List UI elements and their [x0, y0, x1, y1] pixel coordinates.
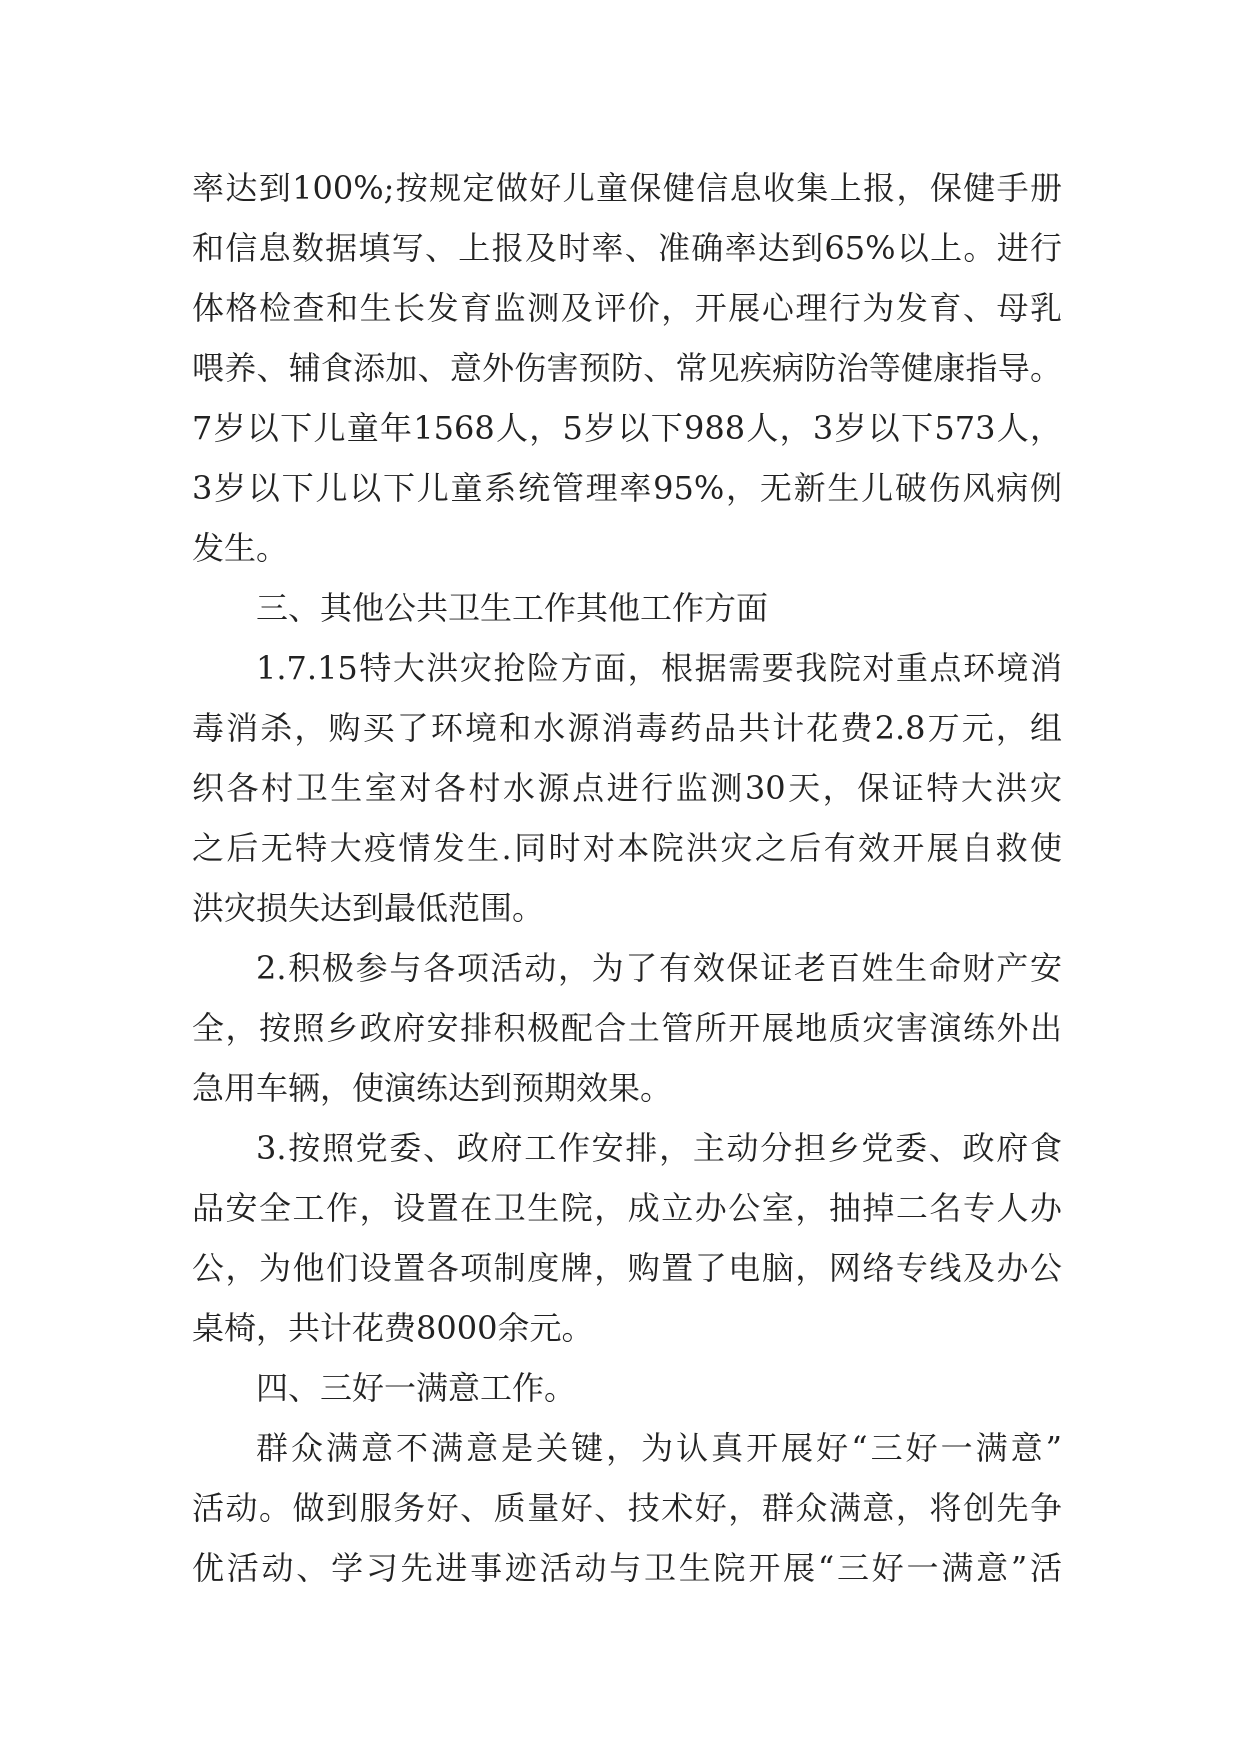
text-line: 洪灾损失达到最低范围。: [192, 889, 545, 927]
text-line: 发生。: [192, 529, 289, 567]
document-body: [192, 158, 1062, 1598]
text-line: 毒消杀，购买了环境和水源消毒药品共计花费2.8万元，组: [192, 709, 1062, 747]
text-line: 7岁以下儿童年1568人，5岁以下988人，3岁以下573人，: [192, 409, 1062, 447]
text-line: 织各村卫生室对各村水源点进行监测30天，保证特大洪灾: [192, 769, 1062, 807]
text-line: 品安全工作，设置在卫生院，成立办公室，抽掉二名专人办: [192, 1189, 1062, 1227]
text-line: 之后无特大疫情发生.同时对本院洪灾之后有效开展自救使: [192, 829, 1062, 867]
text-line: 2.积极参与各项活动，为了有效保证老百姓生命财产安: [256, 949, 1062, 987]
text-line: 1.7.15特大洪灾抢险方面，根据需要我院对重点环境消: [256, 649, 1062, 687]
text-line: 率达到100%;按规定做好儿童保健信息收集上报，保健手册: [192, 169, 1062, 207]
text-line: 3岁以下儿以下儿童系统管理率95%，无新生儿破伤风病例: [192, 469, 1062, 507]
section-heading: 四、三好一满意工作。: [256, 1369, 577, 1407]
text-line: 优活动、学习先进事迹活动与卫生院开展“三好一满意”活: [192, 1549, 1062, 1587]
text-line: 和信息数据填写、上报及时率、准确率达到65%以上。进行: [192, 229, 1062, 267]
text-line: 群众满意不满意是关键，为认真开展好“三好一满意”: [256, 1429, 1062, 1467]
text-line: 3.按照党委、政府工作安排，主动分担乡党委、政府食: [256, 1129, 1062, 1167]
text-line: 全，按照乡政府安排积极配合土管所开展地质灾害演练外出: [192, 1009, 1062, 1047]
text-line: 公，为他们设置各项制度牌，购置了电脑，网络专线及办公: [192, 1249, 1062, 1287]
section-heading: 三、其他公共卫生工作其他工作方面: [256, 589, 769, 627]
text-line: 活动。做到服务好、质量好、技术好，群众满意，将创先争: [192, 1489, 1062, 1527]
text-line: 桌椅，共计花费8000余元。: [192, 1309, 594, 1347]
text-line: 喂养、辅食添加、意外伤害预防、常见疾病防治等健康指导。: [192, 349, 1062, 387]
text-line: 体格检查和生长发育监测及评价，开展心理行为发育、母乳: [192, 289, 1062, 327]
text-line: 急用车辆，使演练达到预期效果。: [192, 1069, 673, 1107]
